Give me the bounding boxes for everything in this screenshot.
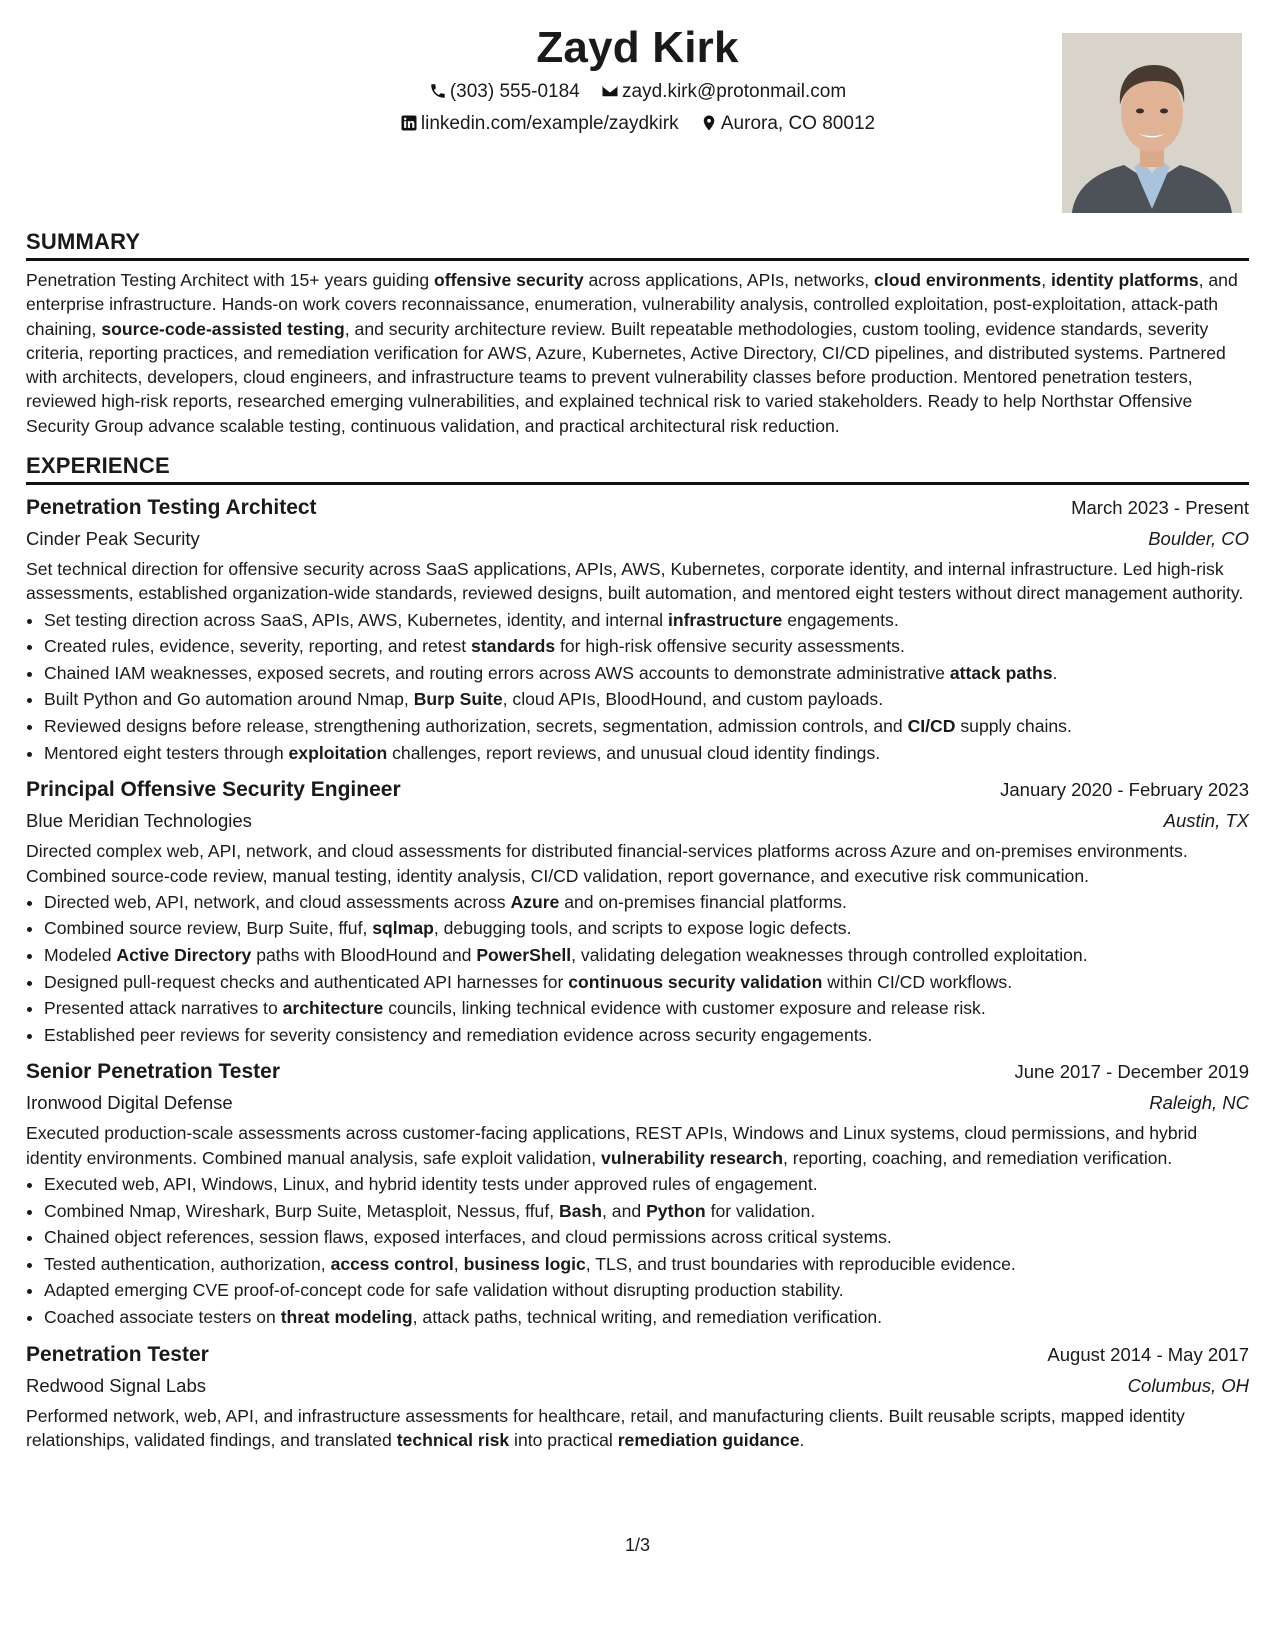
job-description (26, 557, 1249, 606)
text-run: Performed network, web, API, and infrastructure assessments for healthcare, retail, and manufacturing clients. Built reusable scripts, mapped identity relationships, validated findings, and translated (26, 1405, 1185, 1450)
text-run: councils, linking technical evidence with customer exposure and release risk. (383, 998, 986, 1019)
job-bullet (44, 633, 1249, 660)
text-run: , validating delegation weaknesses through controlled exploitation. (571, 945, 1088, 966)
bold-keyword: vulnerability research (601, 1147, 783, 1168)
bold-keyword: identity platforms (1051, 270, 1199, 290)
job-company-row (26, 524, 1249, 554)
text-run: . (799, 1429, 805, 1450)
text-run: Combined source review, Burp Suite, ffuf, (44, 918, 373, 939)
bold-keyword: technical risk (396, 1429, 510, 1450)
email-contact[interactable] (601, 79, 846, 105)
text-run: Combined Nmap, Wireshark, Burp Suite, Metasploit, Nessus, ffuf, (44, 1200, 559, 1221)
text-run: Penetration Testing Architect with 15+ years guiding (26, 270, 434, 290)
text-run: , attack paths, technical writing, and remediation verification. (412, 1306, 883, 1327)
envelope-icon (601, 81, 622, 102)
bold-keyword: standards (471, 636, 556, 657)
bold-keyword: architecture (282, 998, 384, 1019)
text-run: engagements. (782, 609, 899, 630)
bold-keyword: continuous security validation (568, 971, 823, 992)
summary-text (26, 268, 1249, 438)
location-text: Aurora, CO 80012 (720, 113, 876, 134)
experience-heading: EXPERIENCE (26, 452, 1249, 485)
text-run: , TLS, and trust boundaries with reproducible evidence. (585, 1253, 1016, 1274)
job-company: Cinder Peak Security (26, 528, 200, 550)
resume-header (26, 0, 1249, 222)
job-description (26, 839, 1249, 888)
text-run: , (1041, 270, 1051, 290)
linkedin-url[interactable]: linkedin.com/example/zaydkirk (420, 113, 679, 134)
job-title-row (26, 1339, 1249, 1371)
job-entry (26, 492, 1249, 766)
bold-keyword: exploitation (288, 742, 388, 763)
bold-keyword: business logic (463, 1253, 586, 1274)
job-dates: June 2017 - December 2019 (1014, 1061, 1249, 1083)
job-location: Boulder, CO (1148, 528, 1249, 550)
bold-keyword: threat modeling (280, 1306, 413, 1327)
text-run: Chained IAM weaknesses, exposed secrets, and routing errors across AWS accounts to demonstrate administrative (44, 662, 950, 683)
text-run: , and enterprise infrastructure. Hands-on work covers reconnaissance, enumeration, vulnerability analysis, controlled exploitation, post-exploitation, attack-path chaining, (26, 270, 1238, 339)
job-bullet (44, 713, 1249, 740)
job-title: Penetration Tester (26, 1342, 209, 1366)
text-run: for high-risk offensive security assessments. (555, 636, 905, 657)
job-bullet (44, 1224, 1249, 1251)
job-location: Columbus, OH (1127, 1374, 1249, 1396)
profile-photo (1062, 33, 1242, 213)
page-number: 1/3 (624, 1535, 651, 1555)
job-entry (26, 1339, 1249, 1453)
bold-keyword: remediation guidance (617, 1429, 800, 1450)
job-title: Principal Offensive Security Engineer (26, 778, 401, 802)
job-dates: January 2020 - February 2023 (1000, 779, 1249, 801)
job-bullet (44, 1022, 1249, 1049)
job-bullet (44, 1277, 1249, 1304)
job-location: Raleigh, NC (1149, 1092, 1249, 1114)
job-bullet (44, 969, 1249, 996)
email-address[interactable]: zayd.kirk@protonmail.com (622, 81, 847, 102)
phone-icon (429, 81, 450, 102)
job-title-row (26, 1056, 1249, 1088)
text-run: Set testing direction across SaaS, APIs, AWS, Kubernetes, identity, and internal (44, 609, 668, 630)
job-company: Redwood Signal Labs (26, 1374, 206, 1396)
job-bullet-list (26, 1171, 1249, 1331)
text-run: Set technical direction for offensive security across SaaS applications, APIs, AWS, Kubernetes, corporate identity, and internal infrastructure. Led high-risk assessments, established organization-wide standards, reviewed designs, built automation, and mentored eight testers without direct management authority. (26, 559, 1244, 604)
job-bullet-list (26, 607, 1249, 767)
job-company: Ironwood Digital Defense (26, 1092, 233, 1114)
job-title-row (26, 774, 1249, 806)
text-run: paths with BloodHound and (251, 945, 477, 966)
job-company-row (26, 1371, 1249, 1401)
job-description (26, 1404, 1249, 1453)
text-run: , and (602, 1200, 647, 1221)
summary-section (26, 228, 1249, 438)
job-bullet (44, 1198, 1249, 1225)
bold-keyword: Active Directory (116, 945, 252, 966)
text-run: Modeled (44, 945, 117, 966)
phone-contact (429, 79, 580, 105)
text-run: within CI/CD workflows. (822, 971, 1013, 992)
text-run: Designed pull-request checks and authenticated API harnesses for (44, 971, 569, 992)
bold-keyword: Azure (510, 891, 560, 912)
job-bullet (44, 995, 1249, 1022)
text-run: . (1052, 662, 1058, 683)
job-bullet (44, 1304, 1249, 1331)
bold-keyword: Bash (559, 1200, 603, 1221)
text-run: into practical (509, 1429, 618, 1450)
bold-keyword: source-code-assisted testing (101, 318, 345, 339)
text-run: Tested authentication, authorization, (44, 1253, 331, 1274)
job-location: Austin, TX (1163, 810, 1249, 832)
job-company-row (26, 806, 1249, 836)
job-bullet (44, 660, 1249, 687)
text-run: Built Python and Go automation around Nmap, (44, 689, 414, 710)
bold-keyword: offensive security (434, 270, 584, 290)
job-bullet (44, 942, 1249, 969)
bold-keyword: Burp Suite (413, 689, 503, 710)
text-run: Mentored eight testers through (44, 742, 289, 763)
job-bullet (44, 889, 1249, 916)
linkedin-icon (400, 113, 421, 134)
job-bullet-list (26, 889, 1249, 1049)
bold-keyword: infrastructure (667, 609, 783, 630)
text-run: across applications, APIs, networks, (583, 270, 875, 290)
bold-keyword: Python (646, 1200, 706, 1221)
bold-keyword: sqlmap (372, 918, 434, 939)
text-run: Reviewed designs before release, strengthening authorization, secrets, segmentation, admission controls, and (44, 716, 908, 737)
job-bullet (44, 915, 1249, 942)
job-company-row (26, 1088, 1249, 1118)
text-run: and on-premises financial platforms. (559, 891, 847, 912)
text-run: Created rules, evidence, severity, reporting, and retest (44, 636, 472, 657)
candidate-name: Zayd Kirk (536, 23, 739, 72)
job-dates: August 2014 - May 2017 (1047, 1343, 1249, 1365)
job-bullet (44, 1251, 1249, 1278)
text-run: Presented attack narratives to (44, 998, 283, 1019)
linkedin-contact[interactable] (400, 111, 679, 137)
bold-keyword: PowerShell (476, 945, 572, 966)
text-run: Chained object references, session flaws, exposed interfaces, and cloud permissions across critical systems. (44, 1227, 892, 1248)
text-run: Coached associate testers on (44, 1306, 281, 1327)
job-title: Senior Penetration Tester (26, 1060, 281, 1084)
job-bullet (44, 686, 1249, 713)
job-entry (26, 1056, 1249, 1330)
bold-keyword: CI/CD (907, 716, 956, 737)
resume-page (26, 0, 1249, 1650)
summary-heading: SUMMARY (26, 228, 1249, 261)
text-run: Established peer reviews for severity consistency and remediation evidence across security engagements. (44, 1024, 873, 1045)
text-run: Executed production-scale assessments across customer-facing applications, REST APIs, Windows and Linux systems, cloud permissions, and hybrid identity environments. Combined manual analysis, safe exploit validation, (26, 1123, 1198, 1168)
text-run: Adapted emerging CVE proof-of-concept code for safe validation without disrupting production stability. (44, 1280, 844, 1301)
job-bullet (44, 607, 1249, 634)
job-description (26, 1121, 1249, 1170)
location-contact (700, 111, 875, 137)
text-run: , cloud APIs, BloodHound, and custom payloads. (502, 689, 884, 710)
job-list (26, 492, 1249, 1452)
text-run: Directed complex web, API, network, and cloud assessments for distributed financial-services platforms across Azure and on-premises environments. Combined source-code review, manual testing, identity analysis, CI/CD validation, report governance, and executive risk communication. (26, 841, 1188, 886)
text-run: , reporting, coaching, and remediation verification. (782, 1147, 1173, 1168)
job-company: Blue Meridian Technologies (26, 810, 252, 832)
map-pin-icon (700, 113, 721, 134)
bold-keyword: cloud environments (874, 270, 1042, 290)
text-run: , (453, 1253, 464, 1274)
text-run: challenges, report reviews, and unusual cloud identity findings. (387, 742, 881, 763)
experience-section (26, 452, 1249, 1452)
job-entry (26, 774, 1249, 1048)
job-dates: March 2023 - Present (1071, 497, 1249, 519)
text-run: Executed web, API, Windows, Linux, and hybrid identity tests under approved rules of engagement. (44, 1173, 818, 1194)
bold-keyword: access control (330, 1253, 454, 1274)
text-run: Directed web, API, network, and cloud assessments across (44, 891, 511, 912)
text-run: , debugging tools, and scripts to expose logic defects. (433, 918, 852, 939)
job-title-row (26, 492, 1249, 524)
text-run: for validation. (705, 1200, 816, 1221)
job-bullet (44, 740, 1249, 767)
text-run: , and security architecture review. Built repeatable methodologies, custom tooling, evidence standards, severity criteria, reporting practices, and remediation verification for AWS, Azure, Kubernetes, Active Directory, CI/CD pipelines, and distributed systems. Partnered with architects, developers, cloud engineers, and infrastructure teams to prevent vulnerability classes before production. Mentored penetration testers, reviewed high-risk reports, researched emerging vulnerabilities, and explained technical risk to varied stakeholders. Ready to help Northstar Offensive Security Group advance scalable testing, continuous validation, and practical architectural risk reduction. (26, 318, 1226, 436)
job-bullet (44, 1171, 1249, 1198)
text-run: supply chains. (955, 716, 1072, 737)
job-title: Penetration Testing Architect (26, 496, 317, 520)
phone-number: (303) 555-0184 (449, 81, 580, 102)
bold-keyword: attack paths (949, 662, 1053, 683)
